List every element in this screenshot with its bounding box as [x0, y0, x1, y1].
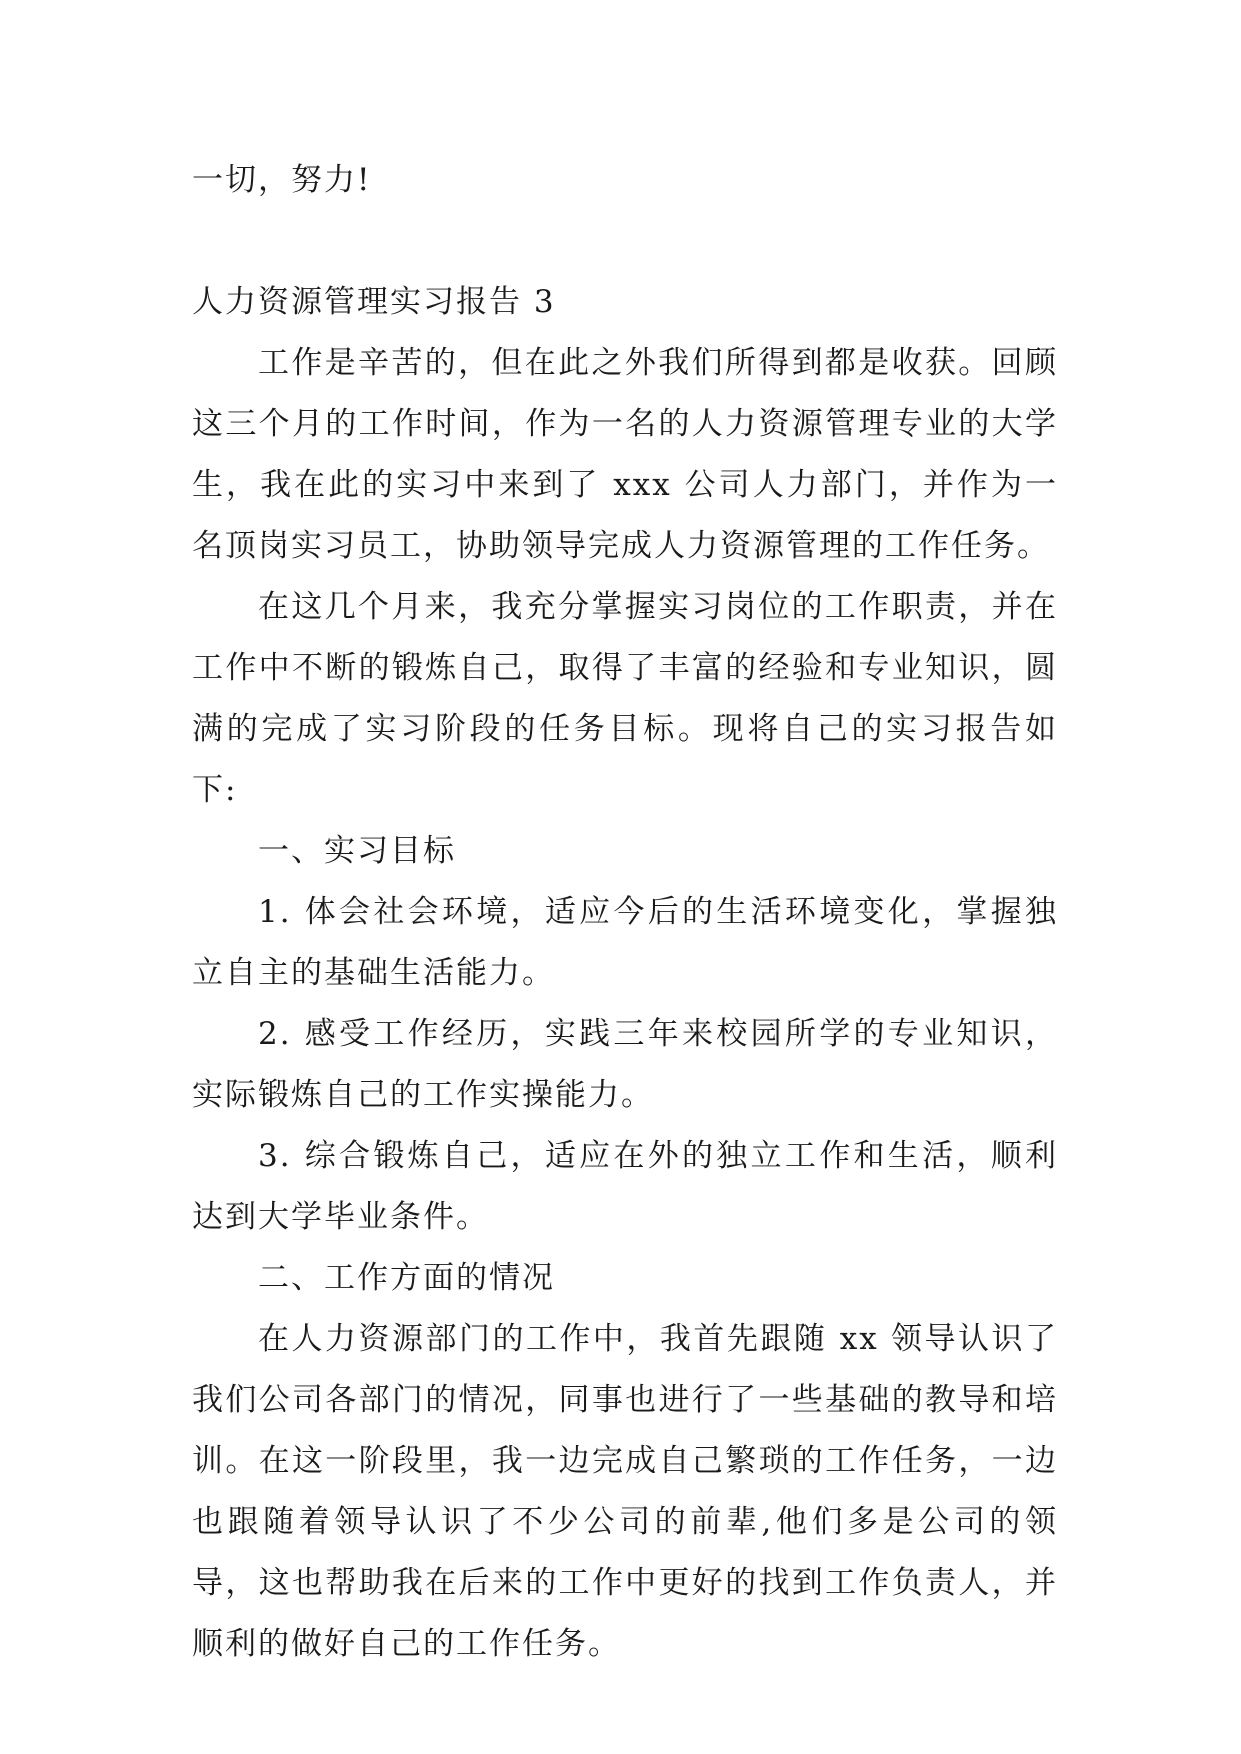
paragraph-overview: 在这几个月来，我充分掌握实习岗位的工作职责，并在工作中不断的锻炼自己，取得了丰富的经验和专业知识，圆满的完成了实习阶段的任务目标。现将自己的实习报告如下: [192, 589, 1058, 808]
document-body [192, 150, 1058, 1675]
heading-work: 二、工作方面的情况 [258, 1260, 555, 1296]
section-title: 人力资源管理实习报告 3 [192, 284, 556, 320]
paragraph-work: 在人力资源部门的工作中，我首先跟随 xx 领导认识了我们公司各部门的情况，同事也进行了一些基础的教导和培训。在这一阶段里，我一边完成自己繁琐的工作任务，一边也跟随着领导认识了不少公司的前辈,他们多是公司的领导，这也帮助我在后来的工作中更好的找到工作负责人，并顺利的做好自己的工作任务。 [192, 1321, 1058, 1662]
blank-line [192, 211, 1058, 272]
goal-item-3: 3. 综合锻炼自己，适应在外的独立工作和生活，顺利达到大学毕业条件。 [192, 1138, 1058, 1235]
continuation-text: 一切，努力! [192, 162, 372, 198]
paragraph-intro: 工作是辛苦的，但在此之外我们所得到都是收获。回顾这三个月的工作时间，作为一名的人力资源管理专业的大学生，我在此的实习中来到了 xxx 公司人力部门，并作为一名顶岗实习员工，协助领导完成人力资源管理的工作任务。 [192, 345, 1058, 564]
goal-item-2: 2. 感受工作经历，实践三年来校园所学的专业知识，实际锻炼自己的工作实操能力。 [192, 1016, 1058, 1113]
heading-goals: 一、实习目标 [258, 833, 456, 869]
goal-item-1: 1. 体会社会环境，适应今后的生活环境变化，掌握独立自主的基础生活能力。 [192, 894, 1058, 991]
